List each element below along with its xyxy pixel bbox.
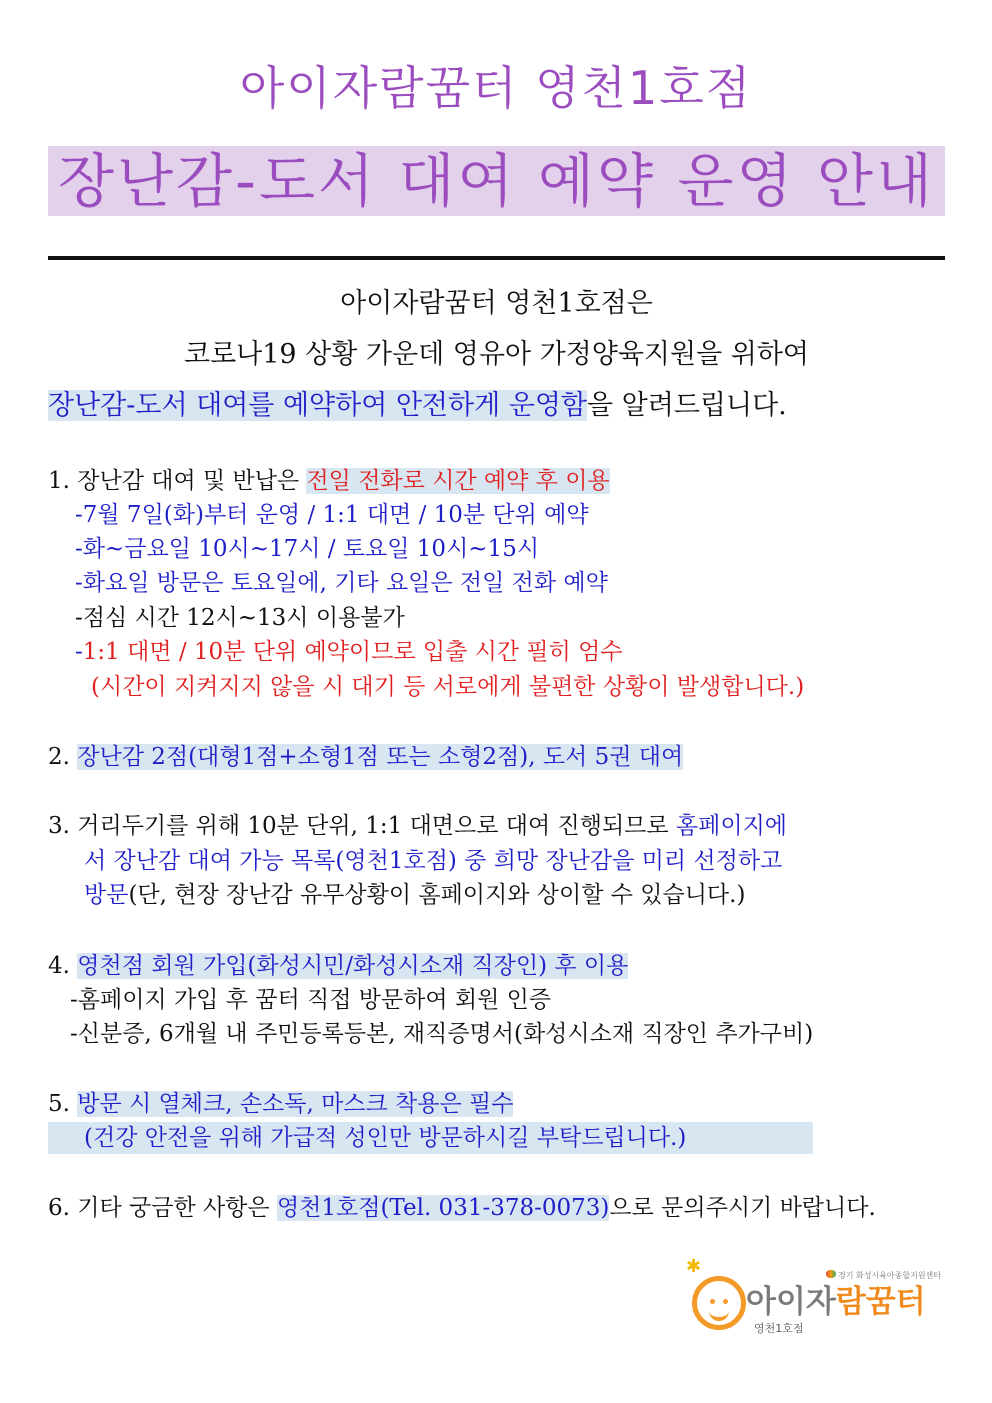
section-5-number: 5.	[48, 1091, 78, 1117]
section-1-bullet-5-dash: -	[75, 639, 83, 665]
section-3-visit: 방문	[84, 882, 129, 908]
section-5	[48, 1088, 513, 1120]
center-logo	[686, 1256, 948, 1342]
title-divider	[48, 256, 945, 260]
logo-branch-name: 영천1호점	[754, 1322, 804, 1335]
section-1-bullet-5	[75, 636, 623, 668]
section-3-line-3-text: (단, 현장 장난감 유무상황이 홈페이지와 상이할 수 있습니다.)	[128, 882, 746, 908]
section-3-homepage: 홈페이지에	[675, 813, 788, 839]
section-6-lead: 6. 기타 궁금한 사항은	[48, 1195, 277, 1221]
intro-line-3-rest: 을 알려드립니다.	[587, 390, 787, 421]
section-3-line-2: 서 장난감 대여 가능 목록(영천1호점) 중 희망 장난감을 미리 선정하고	[84, 848, 783, 874]
section-1-reservation-note: 전일 전화로 시간 예약 후 이용	[306, 468, 610, 494]
section-4-number: 4.	[48, 953, 78, 979]
section-4-bullet-1: -홈페이지 가입 후 꿈터 직접 방문하여 회원 인증	[70, 987, 552, 1013]
intro-highlight: 장난감-도서 대여를 예약하여 안전하게 운영함	[48, 390, 588, 421]
star-icon: ✱	[686, 1256, 702, 1277]
section-5-text: 방문 시 열체크, 손소독, 마스크 착용은 필수	[77, 1091, 514, 1117]
logo-wordmark-grey: 아이자	[746, 1284, 836, 1320]
org-mark-icon	[826, 1270, 836, 1278]
section-6-rest: 으로 문의주시기 바랍니다.	[609, 1195, 876, 1221]
section-4-bullet-2: -신분증, 6개월 내 주민등록등본, 재직증명서(화성시소재 직장인 추가구비)	[70, 1021, 814, 1047]
page-subtitle: 아이자람꿈터 영천1호점	[239, 61, 753, 115]
section-2-text: 장난감 2점(대형1점+소형1점 또는 소형2점), 도서 5권 대여	[77, 744, 684, 770]
section-2	[48, 741, 683, 773]
section-3-line-1	[48, 810, 787, 842]
section-3-line-1-text: 3. 거리두기를 위해 10분 단위, 1:1 대면으로 대여 진행되므로	[48, 813, 676, 839]
section-2-number: 2.	[48, 744, 78, 770]
logo-wordmark	[746, 1284, 926, 1320]
intro-line-2: 코로나19 상황 가운데 영유아 가정양육지원을 위하여	[184, 339, 809, 370]
section-1-lead-text: 1. 장난감 대여 및 반납은	[48, 468, 307, 494]
section-4	[48, 950, 628, 982]
intro-line-3	[48, 388, 945, 424]
section-1-bullet-4: -점심 시간 12시~13시 이용불가	[75, 605, 405, 631]
section-5-note: (건강 안전을 위해 가급적 성인만 방문하시길 부탁드립니다.)	[48, 1122, 813, 1154]
section-1-bullet-3: -화요일 방문은 토요일에, 기타 요일은 전일 전화 예약	[75, 570, 608, 596]
section-3-line-3	[84, 879, 745, 911]
section-1-bullet-1: -7월 7일(화)부터 운영 / 1:1 대면 / 10분 단위 예약	[75, 502, 589, 528]
section-6	[48, 1192, 876, 1224]
contact-phone: 영천1호점(Tel. 031-378-0073)	[276, 1195, 610, 1221]
section-1-lead	[48, 465, 610, 497]
logo-org-name: 경기 화성시육아종합지원센터	[838, 1271, 942, 1280]
section-1-bullet-2: -화~금요일 10시~17시 / 토요일 10시~15시	[75, 536, 540, 562]
logo-wordmark-orange: 람꿈터	[835, 1284, 926, 1320]
intro-line-1: 아이자람꿈터 영천1호점은	[340, 288, 653, 319]
section-4-text: 영천점 회원 가입(화성시민/화성시소재 직장인) 후 이용	[77, 953, 629, 979]
smiley-face-icon	[692, 1276, 746, 1330]
section-1-bullet-5-text: 1:1 대면 / 10분 단위 예약이므로 입출 시간 필히 엄수	[82, 639, 623, 665]
page-title: 장난감-도서 대여 예약 운영 안내	[48, 146, 945, 216]
section-1-warning: (시간이 지켜지지 않을 시 대기 등 서로에게 불편한 상황이 발생합니다.)	[91, 674, 805, 700]
